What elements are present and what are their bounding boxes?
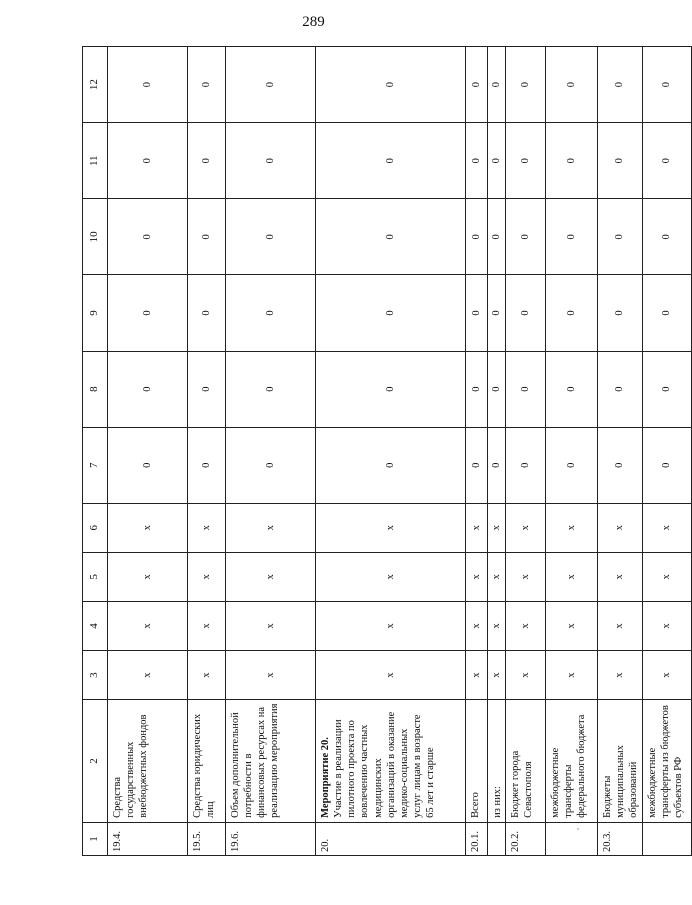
- cell-c7: 0: [506, 427, 546, 503]
- cell-c11: 0: [642, 123, 691, 199]
- cell-c3: х: [226, 651, 316, 700]
- cell-c9: 0: [226, 275, 316, 351]
- cell-c11: 0: [506, 123, 546, 199]
- cell-c3: х: [466, 651, 488, 700]
- cell-c10: 0: [642, 199, 691, 275]
- row-number: [488, 822, 506, 855]
- row-name: [642, 700, 691, 823]
- column-header: 2: [83, 700, 108, 823]
- cell-c8: 0: [642, 351, 691, 427]
- cell-c12: 0: [466, 47, 488, 123]
- cell-c4: х: [316, 601, 466, 650]
- cell-c10: 0: [506, 199, 546, 275]
- cell-c3: х: [546, 651, 598, 700]
- cell-c8: 0: [466, 351, 488, 427]
- row-name: [506, 700, 546, 823]
- cell-c7: 0: [188, 427, 226, 503]
- row-number: 20.: [316, 822, 466, 855]
- cell-c10: 0: [598, 199, 642, 275]
- cell-c11: 0: [546, 123, 598, 199]
- row-name-text: Средства государственных внебюджетных фондов: [112, 714, 150, 818]
- cell-c7: 0: [108, 427, 188, 503]
- cell-c6: х: [108, 503, 188, 552]
- cell-c3: х: [188, 651, 226, 700]
- cell-c11: 0: [488, 123, 506, 199]
- cell-c5: х: [188, 552, 226, 601]
- cell-c6: х: [226, 503, 316, 552]
- cell-c5: х: [488, 552, 506, 601]
- cell-c9: 0: [598, 275, 642, 351]
- row-number: [546, 822, 598, 855]
- row-name: [598, 700, 642, 823]
- column-header: 7: [83, 427, 108, 503]
- cell-c9: 0: [506, 275, 546, 351]
- table-row: [488, 47, 506, 856]
- cell-c4: х: [506, 601, 546, 650]
- cell-c12: 0: [108, 47, 188, 123]
- cell-c4: х: [188, 601, 226, 650]
- cell-c4: х: [598, 601, 642, 650]
- row-number: 20.1.: [466, 822, 488, 855]
- cell-c5: х: [316, 552, 466, 601]
- row-name-text: Бюджет города Севастополя: [510, 750, 535, 818]
- column-header: 4: [83, 601, 108, 650]
- cell-c5: х: [506, 552, 546, 601]
- cell-c4: х: [108, 601, 188, 650]
- column-header: 10: [83, 199, 108, 275]
- column-header: 9: [83, 275, 108, 351]
- row-name-heading: Мероприятие 20.: [320, 737, 331, 818]
- cell-c10: 0: [488, 199, 506, 275]
- row-name-text: Участие в реализации пилотного проекта по вовлечению частных медицинских организаций в оказание медико-социальных услуг лицам в возрасте 65 лет и старше: [333, 711, 436, 818]
- row-name: [226, 700, 316, 823]
- cell-c5: х: [598, 552, 642, 601]
- cell-c5: х: [546, 552, 598, 601]
- cell-c5: х: [226, 552, 316, 601]
- table-row: [466, 47, 488, 856]
- cell-c6: х: [466, 503, 488, 552]
- cell-c4: х: [226, 601, 316, 650]
- row-name-text: межбюджетные трансферты из бюджетов субъектов РФ: [646, 705, 684, 818]
- cell-c4: х: [488, 601, 506, 650]
- row-name-text: Объем дополнительной потребности в финансовых ресурсах на реализацию мероприятия: [230, 703, 281, 818]
- table-body: [108, 47, 692, 856]
- cell-c10: 0: [466, 199, 488, 275]
- row-name-text: межбюджетные трансферты федерального бюджета: [550, 714, 588, 818]
- cell-c6: х: [188, 503, 226, 552]
- row-name: [188, 700, 226, 823]
- cell-c9: 0: [108, 275, 188, 351]
- cell-c3: х: [642, 651, 691, 700]
- cell-c8: 0: [488, 351, 506, 427]
- row-number: 19.5.: [188, 822, 226, 855]
- row-name: [546, 700, 598, 823]
- column-header: 5: [83, 552, 108, 601]
- cell-c11: 0: [598, 123, 642, 199]
- table-area: [82, 46, 684, 856]
- cell-c8: 0: [188, 351, 226, 427]
- cell-c11: 0: [226, 123, 316, 199]
- cell-c4: х: [466, 601, 488, 650]
- cell-c3: х: [316, 651, 466, 700]
- cell-c5: х: [642, 552, 691, 601]
- cell-c6: х: [598, 503, 642, 552]
- cell-c11: 0: [108, 123, 188, 199]
- table-row: [506, 47, 546, 856]
- cell-c12: 0: [488, 47, 506, 123]
- cell-c6: х: [642, 503, 691, 552]
- row-number: [642, 822, 691, 855]
- rotated-table-wrapper: [82, 46, 684, 856]
- table-row: [108, 47, 188, 856]
- row-number: 19.6.: [226, 822, 316, 855]
- cell-c12: 0: [546, 47, 598, 123]
- cell-c3: х: [108, 651, 188, 700]
- cell-c12: 0: [188, 47, 226, 123]
- cell-c7: 0: [488, 427, 506, 503]
- cell-c8: 0: [316, 351, 466, 427]
- row-name: [108, 700, 188, 823]
- table-row: [226, 47, 316, 856]
- cell-c12: 0: [316, 47, 466, 123]
- cell-c12: 0: [226, 47, 316, 123]
- cell-c11: 0: [188, 123, 226, 199]
- row-name-text: из них:: [492, 786, 503, 818]
- cell-c4: х: [642, 601, 691, 650]
- cell-c7: 0: [598, 427, 642, 503]
- column-header: 8: [83, 351, 108, 427]
- cell-c3: х: [488, 651, 506, 700]
- table-row: [546, 47, 598, 856]
- cell-c5: х: [108, 552, 188, 601]
- cell-c8: 0: [598, 351, 642, 427]
- cell-c6: х: [316, 503, 466, 552]
- cell-c10: 0: [188, 199, 226, 275]
- page-number: 289: [302, 14, 325, 30]
- cell-c8: 0: [226, 351, 316, 427]
- table-row: [598, 47, 642, 856]
- cell-c10: 0: [226, 199, 316, 275]
- cell-c7: 0: [316, 427, 466, 503]
- cell-c8: 0: [108, 351, 188, 427]
- cell-c9: 0: [488, 275, 506, 351]
- cell-c12: 0: [506, 47, 546, 123]
- header-row: [83, 47, 108, 856]
- cell-c7: 0: [642, 427, 691, 503]
- cell-c10: 0: [316, 199, 466, 275]
- cell-c9: 0: [642, 275, 691, 351]
- cell-c9: 0: [316, 275, 466, 351]
- cell-c7: 0: [226, 427, 316, 503]
- cell-c7: 0: [546, 427, 598, 503]
- row-name: [488, 700, 506, 823]
- cell-c4: х: [546, 601, 598, 650]
- row-name: [466, 700, 488, 823]
- column-header: 1: [83, 822, 108, 855]
- cell-c8: 0: [506, 351, 546, 427]
- row-name: [316, 700, 466, 823]
- cell-c11: 0: [466, 123, 488, 199]
- row-number: 19.4.: [108, 822, 188, 855]
- cell-c6: х: [488, 503, 506, 552]
- cell-c12: 0: [598, 47, 642, 123]
- table-row: [642, 47, 691, 856]
- column-header: 11: [83, 123, 108, 199]
- column-header: 6: [83, 503, 108, 552]
- scan-speck: [577, 828, 579, 830]
- cell-c6: х: [546, 503, 598, 552]
- cell-c9: 0: [466, 275, 488, 351]
- budget-table: [82, 46, 692, 856]
- cell-c7: 0: [466, 427, 488, 503]
- cell-c5: х: [466, 552, 488, 601]
- cell-c10: 0: [546, 199, 598, 275]
- row-name-text: Средства юридических лиц: [192, 713, 217, 818]
- cell-c11: 0: [316, 123, 466, 199]
- table-row: [188, 47, 226, 856]
- row-number: 20.2.: [506, 822, 546, 855]
- row-number: 20.3.: [598, 822, 642, 855]
- column-header: 3: [83, 651, 108, 700]
- cell-c12: 0: [642, 47, 691, 123]
- cell-c9: 0: [188, 275, 226, 351]
- cell-c9: 0: [546, 275, 598, 351]
- cell-c6: х: [506, 503, 546, 552]
- cell-c8: 0: [546, 351, 598, 427]
- cell-c3: х: [506, 651, 546, 700]
- column-header: 12: [83, 47, 108, 123]
- cell-c3: х: [598, 651, 642, 700]
- table-row: [316, 47, 466, 856]
- cell-c10: 0: [108, 199, 188, 275]
- row-name-text: Бюджеты муниципальных образований: [602, 745, 640, 818]
- row-name-text: Всего: [470, 792, 481, 818]
